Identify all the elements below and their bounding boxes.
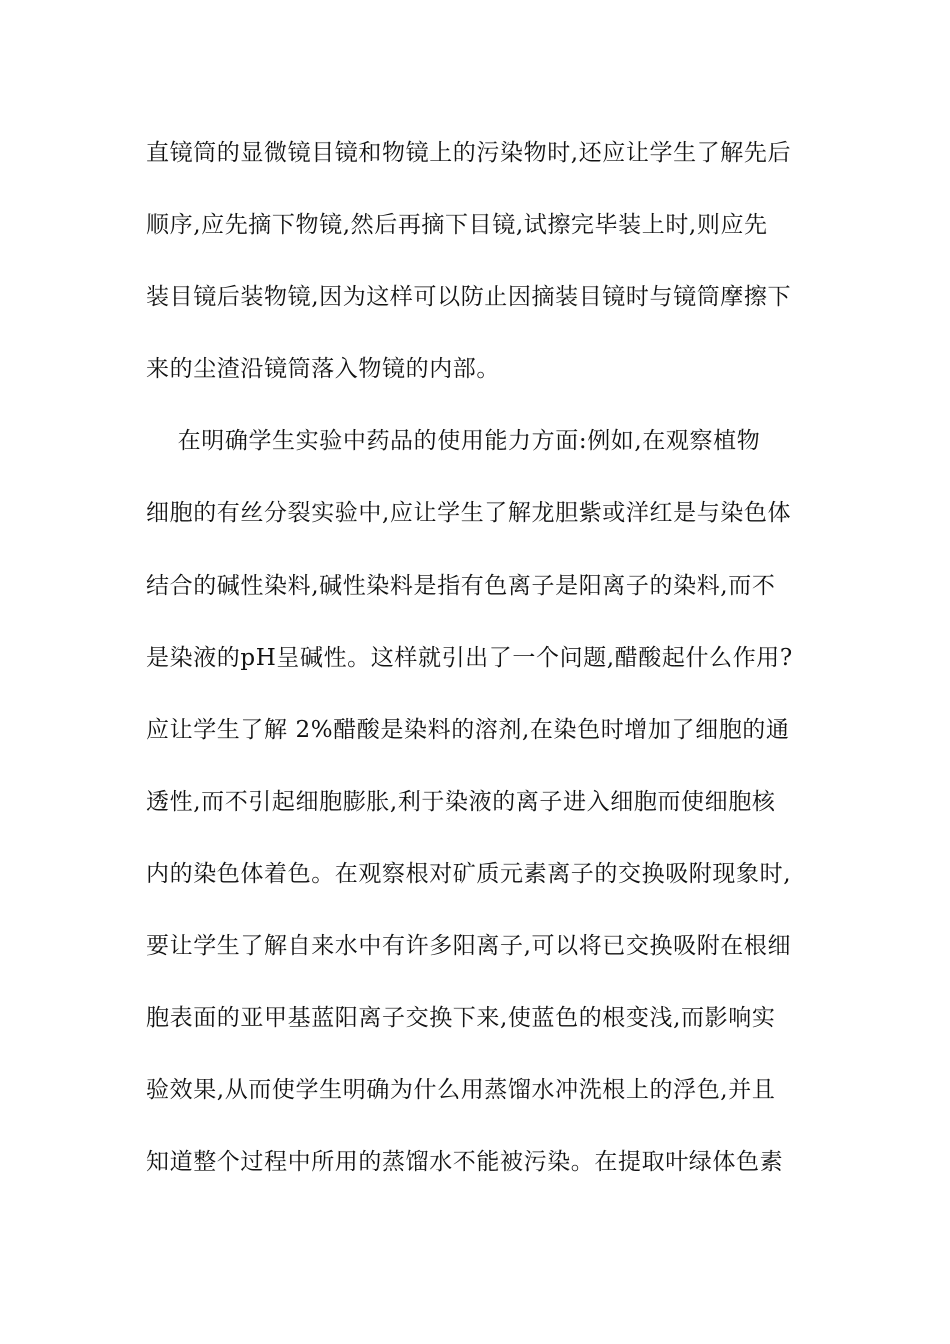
text-line: 细胞的有丝分裂实验中,应让学生了解龙胆紫或洋红是与染色体 [146,500,792,527]
text-line: 来的尘渣沿镜筒落入物镜的内部。 [146,356,500,383]
text-line: 内的染色体着色。在观察根对矿质元素离子的交换吸附现象时, [146,860,792,887]
text-line: 直镜筒的显微镜目镜和物镜上的污染物时,还应让学生了解先后 [146,140,792,166]
text-line: 知道整个过程中所用的蒸馏水不能被污染。在提取叶绿体色素 [146,1149,784,1176]
body-text [146,128,816,1209]
text-line: 验效果,从而使学生明确为什么用蒸馏水冲洗根上的浮色,并且 [146,1077,776,1104]
text-line: 装目镜后装物镜,因为这样可以防止因摘装目镜时与镜筒摩擦下 [146,284,792,311]
text-line: 顺序,应先摘下物镜,然后再摘下目镜,试擦完毕装上时,则应先 [146,212,768,239]
text-line: 要让学生了解自来水中有许多阳离子,可以将已交换吸附在根细 [146,933,792,960]
text-line: 应让学生了解 2%醋酸是染料的溶剂,在染色时增加了细胞的通 [146,716,790,743]
text-line: 透性,而不引起细胞膨胀,利于染液的离子进入细胞而使细胞核 [146,788,776,815]
text-line: 是染液的pH呈碱性。这样就引出了一个问题,醋酸起什么作用? [146,644,793,671]
paragraph-start-line: 在明确学生实验中药品的使用能力方面:例如,在观察植物 [146,428,761,455]
text-line: 结合的碱性染料,碱性染料是指有色离子是阳离子的染料,而不 [146,572,776,599]
text-line: 胞表面的亚甲基蓝阳离子交换下来,使蓝色的根变浅,而影响实 [146,1005,776,1032]
